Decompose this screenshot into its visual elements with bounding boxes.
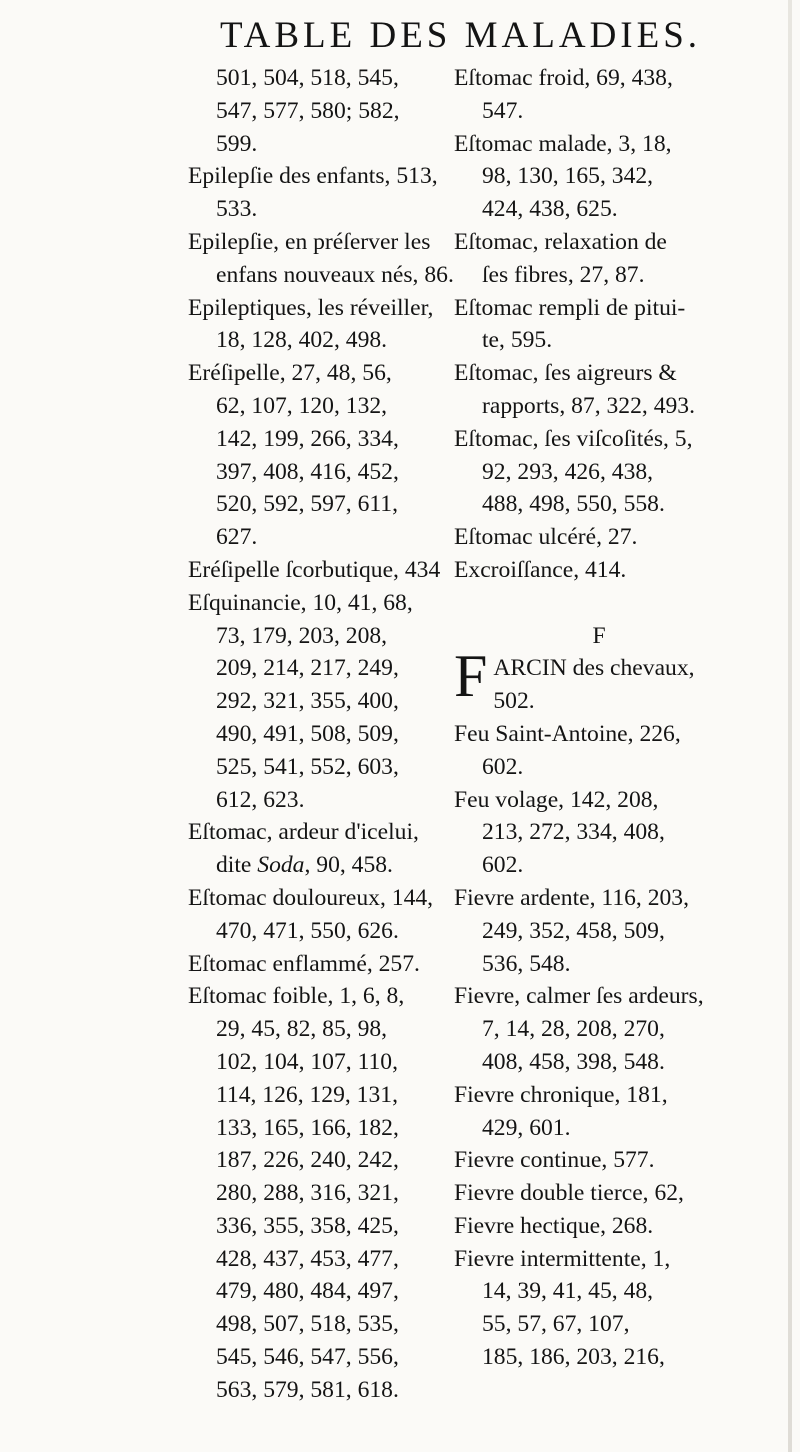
index-line xyxy=(188,1177,448,1210)
index-line xyxy=(188,620,448,653)
index-line xyxy=(454,1112,784,1145)
index-entry-text: Fievre double tierce, 62, xyxy=(454,1180,684,1207)
index-entry-text: 14, 39, 41, 45, 48, xyxy=(482,1278,654,1305)
index-line xyxy=(454,718,784,751)
index-entry-text: 142, 199, 266, 334, xyxy=(216,425,399,452)
index-entry-text: 213, 272, 334, 408, xyxy=(482,819,665,846)
index-line xyxy=(454,259,784,292)
index-line xyxy=(454,849,784,882)
index-line xyxy=(454,324,784,357)
index-line xyxy=(188,554,448,587)
index-line xyxy=(454,620,784,653)
index-line xyxy=(188,1243,448,1276)
index-entry-text: 18, 128, 402, 498. xyxy=(216,327,388,354)
index-entry-text: Fievre hectique, 268. xyxy=(454,1212,654,1239)
index-entry-text: Eſtomac foible, 1, 6, 8, xyxy=(188,983,405,1010)
index-line xyxy=(188,718,448,751)
index-line xyxy=(454,1046,784,1079)
index-line xyxy=(188,751,448,784)
index-entry-text: Feu Saint-Antoine, 226, xyxy=(454,720,681,747)
index-entry-text: 563, 579, 581, 618. xyxy=(216,1376,399,1403)
index-entry-text: Eſtomac, ſes viſcoſités, 5, xyxy=(454,425,693,452)
index-entry-text: 429, 601. xyxy=(482,1114,571,1141)
index-line xyxy=(454,128,784,161)
index-entry-text: 408, 458, 398, 548. xyxy=(482,1048,665,1075)
index-line xyxy=(454,1308,784,1341)
index-line xyxy=(188,390,448,423)
index-line xyxy=(454,1079,784,1112)
index-entry-text: Fievre intermittente, 1, xyxy=(454,1245,671,1272)
index-line xyxy=(454,357,784,390)
index-entry-text: 627. xyxy=(216,524,258,551)
index-entry-text: 7, 14, 28, 208, 270, xyxy=(482,1016,665,1043)
index-line xyxy=(454,226,784,259)
index-line xyxy=(454,816,784,849)
index-line xyxy=(188,980,448,1013)
index-line xyxy=(188,1013,448,1046)
index-entry-text: Eſtomac, relaxation de xyxy=(454,228,667,255)
index-entry-text: 336, 355, 358, 425, xyxy=(216,1212,399,1239)
index-line xyxy=(454,1275,784,1308)
index-line xyxy=(454,1341,784,1374)
index-entry-text: Eſtomac, ardeur d'icelui, xyxy=(188,819,419,846)
index-entry-text: 55, 57, 67, 107, xyxy=(482,1311,630,1338)
index-line xyxy=(188,652,448,685)
index-entry-text: 428, 437, 453, 477, xyxy=(216,1245,399,1272)
index-line xyxy=(188,1275,448,1308)
index-entry-text: Fievre, calmer ſes ardeurs, xyxy=(454,983,704,1010)
index-line xyxy=(454,554,784,587)
index-entry-text: 599. xyxy=(216,130,258,157)
index-line xyxy=(188,1210,448,1243)
index-entry-text: Eſtomac douloureux, 144, xyxy=(188,884,434,911)
index-line xyxy=(454,1144,784,1177)
index-entry-text: 488, 498, 550, 558. xyxy=(482,491,665,518)
index-line xyxy=(188,324,448,357)
index-line xyxy=(454,193,784,226)
index-entry-text: 98, 130, 165, 342, xyxy=(482,163,654,190)
index-line xyxy=(188,587,448,620)
index-entry-text: Eréſipelle ſcorbutique, 434 xyxy=(188,556,441,583)
index-line xyxy=(188,1144,448,1177)
index-entry-text: 547, 577, 580; 582, xyxy=(216,97,400,124)
index-entry-text: 536, 548. xyxy=(482,950,571,977)
index-entry-text: 612, 623. xyxy=(216,786,305,813)
index-line xyxy=(454,521,784,554)
index-entry-text: 547. xyxy=(482,97,524,124)
index-entry-text: 502. xyxy=(493,688,535,715)
index-line xyxy=(454,456,784,489)
index-entry-text: 249, 352, 458, 509, xyxy=(482,917,665,944)
index-line xyxy=(454,1177,784,1210)
index-line xyxy=(188,128,448,161)
index-entry-text: 185, 186, 203, 216, xyxy=(482,1344,665,1371)
index-entry-text: 602. xyxy=(482,852,524,879)
index-line xyxy=(454,390,784,423)
index-line xyxy=(188,95,448,128)
index-line xyxy=(454,751,784,784)
index-line xyxy=(454,882,784,915)
index-entry-text: 102, 104, 107, 110, xyxy=(216,1048,398,1075)
index-line xyxy=(454,62,784,95)
index-entry-text: 424, 438, 625. xyxy=(482,196,618,223)
index-entry-text: 29, 45, 82, 85, 98, xyxy=(216,1016,388,1043)
dropcap-letter: F xyxy=(454,643,488,710)
index-line xyxy=(188,521,448,554)
index-entry-text: Fievre chronique, 181, xyxy=(454,1081,668,1108)
index-entry-text: 602. xyxy=(482,753,524,780)
index-line xyxy=(454,1013,784,1046)
index-line xyxy=(188,1374,448,1407)
index-entry-text: Eſtomac enflammé, 257. xyxy=(188,950,420,977)
index-entry-text: ARCIN des chevaux, xyxy=(493,655,695,682)
index-line xyxy=(188,423,448,456)
index-line xyxy=(188,849,448,882)
index-line xyxy=(188,1341,448,1374)
index-line xyxy=(454,423,784,456)
index-entry-text: Epileptiques, les réveiller, xyxy=(188,294,434,321)
index-line xyxy=(188,816,448,849)
index-line xyxy=(188,1112,448,1145)
index-entry-text: Feu volage, 142, 208, xyxy=(454,786,659,813)
index-line xyxy=(188,948,448,981)
index-entry-text: Eſquinancie, 10, 41, 68, xyxy=(188,589,413,616)
index-entry-text: Eſtomac froid, 69, 438, xyxy=(454,65,673,91)
index-line xyxy=(454,980,784,1013)
index-line xyxy=(454,488,784,521)
index-line xyxy=(454,292,784,325)
index-entry-text: Eſtomac, ſes aigreurs & xyxy=(454,360,677,387)
index-entry-text: Epilepſie des enfants, 513, xyxy=(188,163,438,190)
index-entry-text: Eſtomac malade, 3, 18, xyxy=(454,130,672,157)
index-entry-text: 280, 288, 316, 321, xyxy=(216,1180,399,1207)
index-line xyxy=(188,1046,448,1079)
index-entry-text: te, 595. xyxy=(482,327,553,354)
index-entry-text: 133, 165, 166, 182, xyxy=(216,1114,399,1141)
index-entry-text: F xyxy=(592,622,606,649)
index-entry-text: rapports, 87, 322, 493. xyxy=(482,392,695,419)
index-line xyxy=(454,685,784,718)
index-line xyxy=(188,456,448,489)
page-heading: TABLE DES MALADIES. xyxy=(220,15,702,56)
index-line xyxy=(454,587,784,620)
index-entry-text: 114, 126, 129, 131, xyxy=(216,1081,398,1108)
index-line xyxy=(454,1210,784,1243)
index-entry-text: Excroiſſance, 414. xyxy=(454,556,627,583)
index-line xyxy=(188,488,448,521)
index-line xyxy=(188,915,448,948)
index-entry-text: 520, 592, 597, 611, xyxy=(216,491,398,518)
index-line xyxy=(188,160,448,193)
index-line xyxy=(188,259,454,292)
index-entry-text: Fievre ardente, 116, 203, xyxy=(454,884,689,911)
index-entry-text: 470, 471, 550, 626. xyxy=(216,917,399,944)
right-index-column xyxy=(454,62,784,1374)
index-entry-text: 501, 504, 518, 545, xyxy=(216,65,399,91)
index-line xyxy=(188,357,448,390)
index-entry-text: 209, 214, 217, 249, xyxy=(216,655,399,682)
index-line xyxy=(188,1079,448,1112)
index-entry-text: 525, 541, 552, 603, xyxy=(216,753,399,780)
index-entry-text: 397, 408, 416, 452, xyxy=(216,458,399,485)
index-line xyxy=(454,784,784,817)
index-entry-text: 187, 226, 240, 242, xyxy=(216,1147,399,1174)
index-entry-text: 490, 491, 508, 509, xyxy=(216,720,399,747)
index-line xyxy=(188,292,448,325)
index-entry-text: ſes fibres, 27, 87. xyxy=(482,261,645,288)
index-line xyxy=(188,193,448,226)
index-line xyxy=(454,95,784,128)
index-line xyxy=(454,915,784,948)
index-entry-text: 73, 179, 203, 208, xyxy=(216,622,388,649)
index-entry-text: 92, 293, 426, 438, xyxy=(482,458,654,485)
index-entry-text: 545, 546, 547, 556, xyxy=(216,1344,399,1371)
index-entry-text: 479, 480, 484, 497, xyxy=(216,1278,399,1305)
index-line xyxy=(188,62,448,95)
index-line xyxy=(188,882,448,915)
index-entry-text: 62, 107, 120, 132, xyxy=(216,392,388,419)
index-entry-text: 292, 321, 355, 400, xyxy=(216,688,399,715)
index-entry-text: Epilepſie, en préſerver les xyxy=(188,228,431,255)
index-entry-text: 498, 507, 518, 535, xyxy=(216,1311,399,1338)
index-entry-text: Fievre continue, 577. xyxy=(454,1147,655,1174)
index-entry-text: dite Soda, 90, 458. xyxy=(216,852,393,879)
index-entry-text: Eſtomac ulcéré, 27. xyxy=(454,524,638,551)
index-entry-text: enfans nouveaux nés, 86. xyxy=(216,261,454,288)
index-line xyxy=(454,1243,784,1276)
index-line xyxy=(188,685,448,718)
index-line xyxy=(188,784,448,817)
index-line xyxy=(454,160,784,193)
index-line xyxy=(188,226,448,259)
index-line xyxy=(454,948,784,981)
index-entry-text: Eſtomac rempli de pitui- xyxy=(454,294,686,321)
index-entry-text: Eréſipelle, 27, 48, 56, xyxy=(188,360,392,387)
left-index-column xyxy=(188,62,454,1407)
index-entry-text: 533. xyxy=(216,196,258,223)
page-edge-shadow xyxy=(788,0,792,1452)
index-line xyxy=(188,1308,448,1341)
